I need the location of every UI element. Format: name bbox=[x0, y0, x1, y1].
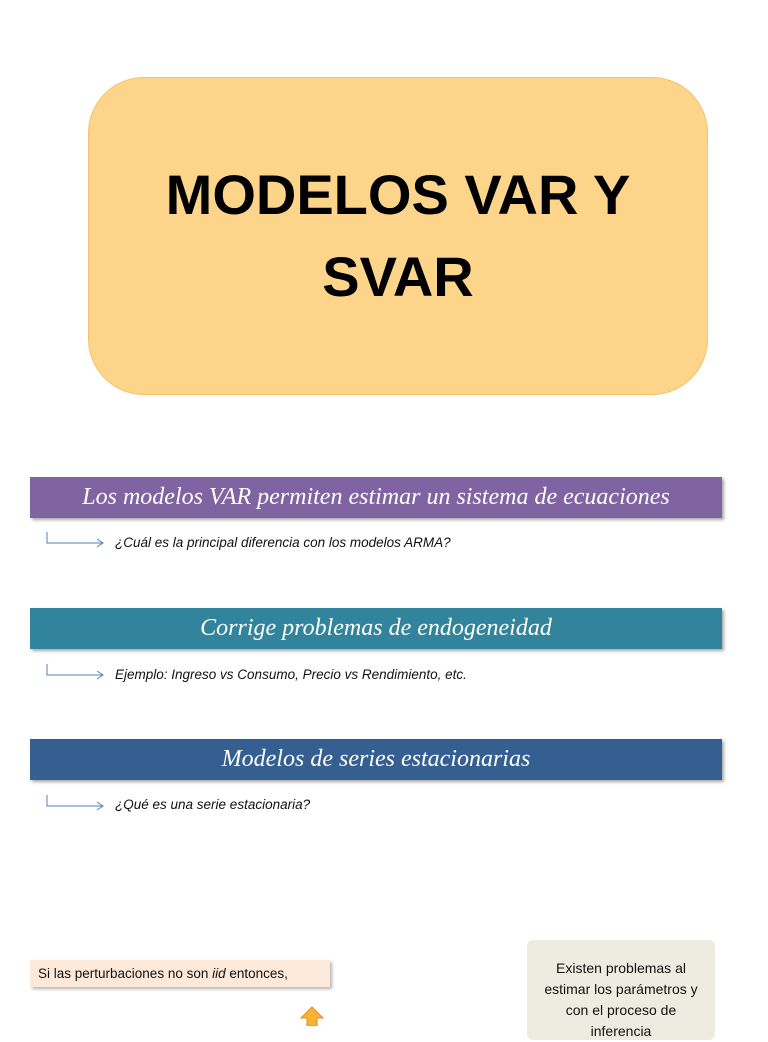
section-detail-endogeneidad: Ejemplo: Ingreso vs Consumo, Precio vs Rendimiento, etc. bbox=[115, 667, 467, 682]
parametros-box bbox=[527, 940, 715, 1040]
section-detail-estacionarias: ¿Qué es una serie estacionaria? bbox=[115, 797, 311, 812]
side-line-4: inferencia bbox=[590, 1023, 652, 1039]
up-arrow-icon bbox=[299, 1006, 325, 1026]
section-detail-var: ¿Cuál es la principal diferencia con los modelos ARMA? bbox=[115, 535, 451, 550]
section-heading-endogeneidad: Corrige problemas de endogeneidad bbox=[30, 608, 722, 649]
note-prefix: Si las perturbaciones no son bbox=[38, 966, 213, 981]
side-line-3: con el proceso de bbox=[565, 1002, 677, 1018]
bent-arrow-icon bbox=[46, 664, 106, 688]
page-title bbox=[166, 154, 631, 318]
section-heading-estacionarias: Modelos de series estacionarias bbox=[30, 739, 722, 780]
title-box bbox=[88, 77, 708, 395]
note-emphasis: iid bbox=[212, 966, 226, 981]
title-line-1: MODELOS VAR Y bbox=[165, 163, 631, 226]
bent-arrow-icon bbox=[46, 532, 106, 556]
side-line-2: estimar los parámetros y bbox=[544, 981, 698, 997]
note-suffix: entonces, bbox=[225, 966, 288, 981]
side-line-1: Existen problemas al bbox=[556, 960, 686, 976]
title-line-2: SVAR bbox=[322, 245, 474, 308]
perturbaciones-note bbox=[30, 960, 330, 987]
bent-arrow-icon bbox=[46, 795, 106, 819]
section-heading-var: Los modelos VAR permiten estimar un sistema de ecuaciones bbox=[30, 477, 722, 518]
